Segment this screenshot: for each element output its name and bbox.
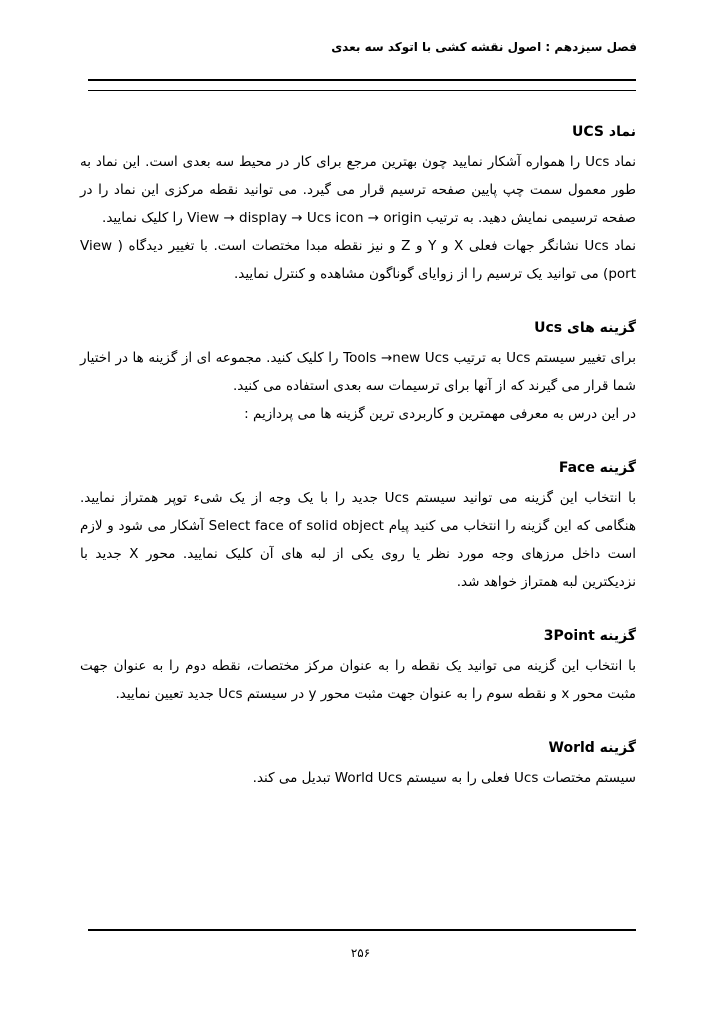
paragraph: در این درس به معرفی مهمترین و کاربردی ترین گزینه ها می پردازیم : [244, 406, 636, 422]
footer-rule [88, 929, 636, 931]
paragraph: نماد Ucs را همواره آشکار نمایید چون بهترین مرجع برای کار در محیط سه بعدی است. این نماد به طور معمول سمت چپ پایین صفحه ترسیم قرار می گیرد. می توانید نقطه مرکزی این نماد را در صفحه ترسیمی نمایش دهید. به ترتیب View → display → Ucs icon → origin را کلیک نمایید. [80, 154, 636, 226]
header-rule-thick [88, 79, 636, 81]
section-heading: گزینه های Ucs [534, 320, 636, 336]
page-body [80, 118, 636, 818]
section-ucs-symbol [80, 118, 636, 288]
header-rule-thin [88, 90, 636, 91]
section-heading: نماد UCS [572, 124, 636, 140]
page-number: ۲۵۶ [350, 946, 371, 960]
section-3point-option [80, 622, 636, 708]
chapter-header-title: فصل سیزدهم : اصول نقشه کشی با اتوکد سه بعدی [331, 40, 637, 54]
section-heading: گزینه 3Point [543, 628, 636, 644]
paragraph: نماد Ucs نشانگر جهات فعلی X و Y و Z و نیز نقطه مبدا مختصات است. با تغییر دیدگاه ( View port) می توانید یک ترسیم را از زوایای گوناگون مشاهده و کنترل نمایید. [80, 238, 636, 282]
section-ucs-options [80, 314, 636, 428]
paragraph: با انتخاب این گزینه می توانید یک نقطه را به عنوان مرکز مختصات، نقطه دوم را به عنوان جهت مثبت محور x و نقطه سوم را به عنوان جهت مثبت محور y در سیستم Ucs جدید تعیین نمایید. [80, 658, 636, 702]
paragraph: برای تغییر سیستم Ucs به ترتیب Tools →new Ucs را کلیک کنید. مجموعه ای از گزینه ها در اختیار شما قرار می گیرند که از آنها برای ترسیمات سه بعدی استفاده می کنید. [80, 350, 636, 394]
section-world-option [80, 734, 636, 792]
section-face-option [80, 454, 636, 596]
paragraph: سیستم مختصات Ucs فعلی را به سیستم World Ucs تبدیل می کند. [252, 770, 636, 786]
paragraph: با انتخاب این گزینه می توانید سیستم Ucs جدید را با یک وجه از یک شیء توپر همتراز نمایید. هنگامی که این گزینه را انتخاب می کنید پیام Select face of solid object آشکار می شود و لازم است داخل مرزهای وجه مورد نظر یا روی یکی از لبه های آن کلیک نمایید. محور X جدید با نزدیکترین لبه همتراز خواهد شد. [80, 490, 636, 590]
section-heading: گزینه World [548, 740, 636, 756]
section-heading: گزینه Face [558, 460, 636, 476]
